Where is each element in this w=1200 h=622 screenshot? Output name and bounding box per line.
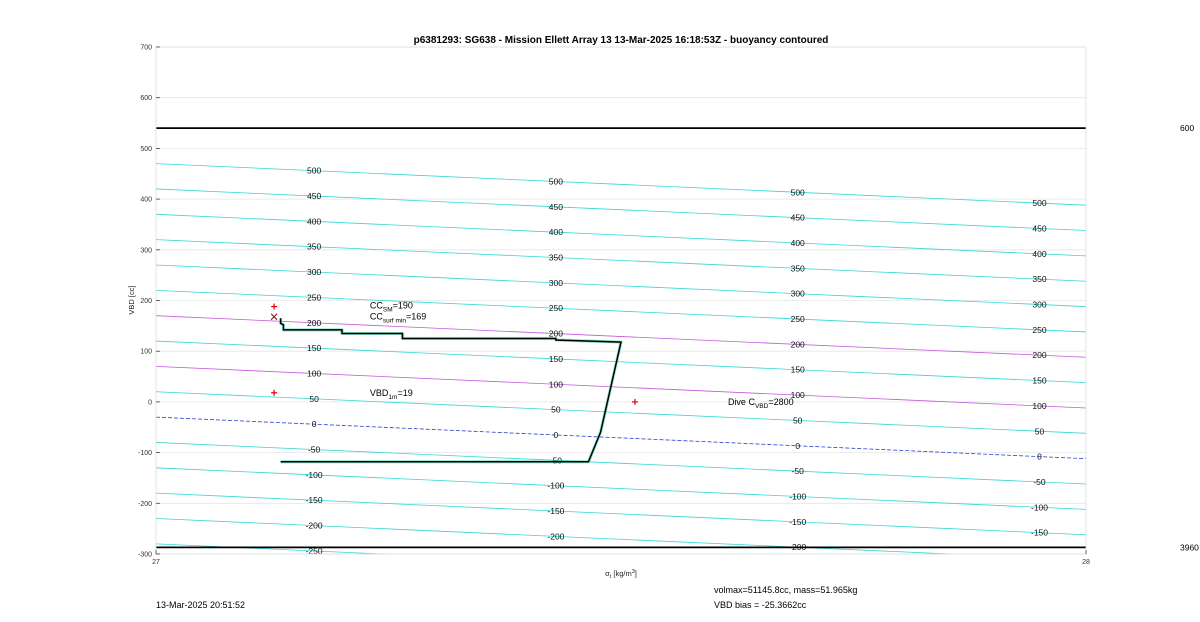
contour-label: 300: [307, 267, 322, 278]
contour-label: 350: [790, 263, 805, 274]
annotation: Dive $C_{VBD}=2800$: [727, 396, 794, 410]
annotation: $VBD_{1m}=19$: [369, 387, 413, 401]
contour-label: 500: [548, 176, 563, 187]
contour-label: -50: [791, 466, 804, 477]
contour-label: 250: [790, 314, 805, 325]
contour-label: -250: [305, 545, 323, 556]
contour-label: -150: [789, 516, 807, 527]
contour-label: -100: [305, 469, 323, 480]
contour-label: -150: [305, 495, 323, 506]
contour-label: 150: [1032, 375, 1047, 386]
contour-label: 150: [548, 353, 563, 364]
y-tick-label: 300: [140, 247, 152, 255]
y-tick-label: -100: [137, 450, 152, 458]
contour-label: -100: [1030, 502, 1049, 513]
contour-label: 400: [790, 237, 805, 248]
contour-label: 400: [307, 216, 322, 227]
y-tick-label: 500: [140, 145, 152, 153]
contour-label: 350: [307, 241, 322, 252]
contour-label: 0: [553, 429, 559, 440]
contour-label: 300: [790, 288, 805, 299]
contour-label: 450: [790, 212, 805, 223]
contour-label: 450: [307, 191, 322, 202]
contour-label: -150: [547, 506, 565, 517]
contour-label: 100: [548, 379, 563, 390]
contour-label: 0: [311, 419, 317, 430]
y-tick-label: -200: [137, 500, 152, 508]
contour-label: 100: [1032, 400, 1047, 411]
contour-label: 50: [551, 404, 561, 415]
chart-title: p6381293: SG638 - Mission Ellett Array 13 13-Mar-2025 16:18:53Z - buoyancy contoured: [413, 35, 829, 46]
contour-label: -50: [307, 444, 321, 455]
contour-label: 500: [307, 165, 322, 176]
x-tick-label: 28: [1082, 559, 1090, 566]
contour-label: 150: [790, 364, 805, 375]
contour-label: 50: [792, 415, 803, 426]
contour-label: -50: [549, 455, 563, 466]
contour-label: 350: [548, 252, 563, 263]
annotation: $CC_{surf min}=169$: [369, 311, 427, 325]
contour-label: -50: [1033, 476, 1046, 487]
contour-label: 200: [790, 339, 805, 350]
contour-label: 450: [548, 201, 563, 212]
contour-label: 200: [1032, 350, 1047, 361]
contour-label: 0: [795, 440, 801, 451]
contour-label: -100: [789, 491, 807, 502]
footer-timestamp: 13-Mar-2025 20:51:52: [156, 600, 246, 610]
footer-vbd-bias: VBD bias = -25.3662cc: [714, 600, 807, 610]
contour-label: 500: [790, 187, 805, 198]
y-tick-label: 0: [148, 399, 152, 407]
y-axis-label: VBD [cc]: [127, 285, 136, 315]
reference-line-label: 600: [1180, 123, 1195, 134]
contour-label: -100: [547, 480, 565, 491]
reference-line-label: 3960: [1180, 542, 1199, 553]
contour-label: 300: [1032, 299, 1047, 310]
y-tick-label: 400: [140, 196, 152, 204]
annotation: $CC_{SM}=190$: [369, 300, 413, 314]
contour-label: 50: [309, 393, 319, 404]
y-tick-label: 700: [140, 44, 152, 52]
contour-label: 450: [1032, 223, 1047, 234]
contour-label: 150: [307, 343, 322, 354]
y-tick-label: 600: [140, 95, 152, 103]
contour-label: 0: [1037, 451, 1042, 462]
contour-label: 250: [548, 303, 563, 314]
contour-label: -200: [547, 531, 565, 542]
contour-label: -200: [789, 542, 807, 553]
contour-label: 400: [548, 227, 563, 238]
contour-label: -150: [1030, 527, 1049, 538]
y-tick-label: -300: [137, 551, 152, 559]
contour-label: -200: [305, 520, 323, 531]
y-tick-label: 200: [140, 298, 152, 305]
contour-label: 50: [1034, 426, 1045, 437]
contour-label: 500: [1032, 198, 1047, 209]
contour-label: 100: [307, 368, 322, 379]
contour-label: 300: [548, 277, 563, 288]
contour-label: 350: [1032, 274, 1047, 285]
contour-label: 250: [307, 292, 322, 303]
footer-volmax-mass: volmax=51145.8cc, mass=51.965kg: [714, 585, 858, 595]
contour-label: 100: [790, 390, 805, 401]
x-axis-label: $\sigma_t$ $[kg/m^3]$: [605, 569, 637, 580]
contour-label: 200: [307, 317, 322, 328]
contour-label: 200: [548, 328, 563, 339]
x-tick-label: 27: [152, 559, 160, 566]
contour-label: 250: [1032, 324, 1047, 335]
contour-label: 400: [1032, 248, 1047, 259]
y-tick-label: 100: [140, 348, 152, 356]
